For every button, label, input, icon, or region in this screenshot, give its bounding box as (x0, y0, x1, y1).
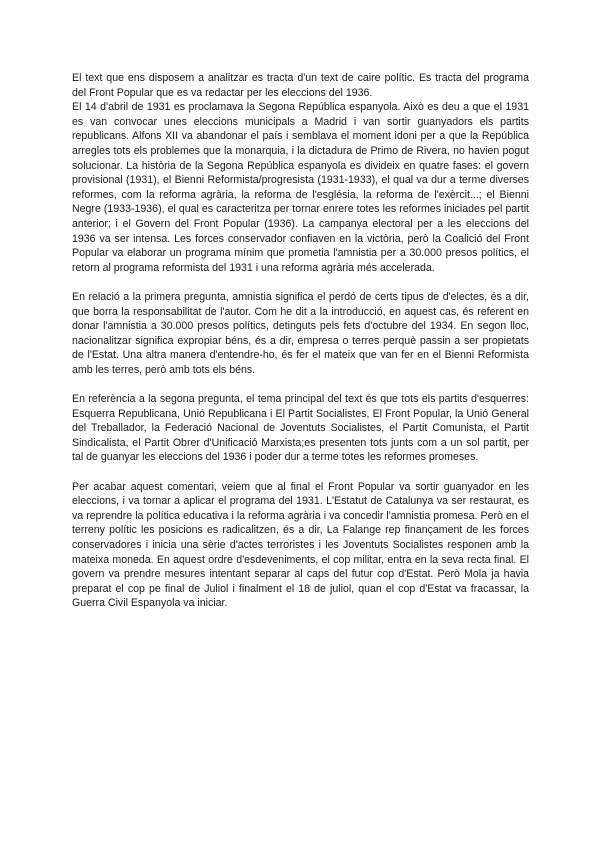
document-body (72, 71, 529, 611)
paragraph-question-two: En referència a la segona pregunta, el tema principal del text és que tots els partits d'esquerres: Esquerra Republicana, Unió Republicana i El Partit Socialistes, El Front Popular, la Unió General del Treballador, la Federació Nacional de Joventuts Socialistes, el Partit Comunista, el Partit Sindicalista, el Partit Obrer d'Unificació Marxista;es presenten tots junts com a un sol partit, per tal de guanyar les eleccions del 1936 i poder dur a terme totes les reformes promeses. (72, 393, 529, 464)
paragraph-context: El 14 d'abril de 1931 es proclamava la Segona República espanyola. Això es deu a que el 1931 es van convocar unes eleccions municipals a Madrid i van sortir guanyadors els partits republicans. Alfons XII va abandonar el país i semblava el moment idoni per a que la República arregles tots els problemes que la monarquia, i la dictadura de Primo de Rivera, no havien pogut solucionar. La història de la Segona República espanyola es divideix en quatre fases: el govern provisional (1931), el Bienni Reformista/progresista (1931-1933), el qual va dur a terme diverses reformes, com la reforma agrària, la reforma de l'església, la reforma de l'exèrcit...; el Bienni Negre (1933-1936), el qual es caracteritza per tornar enrere totes les reformes iniciades pel partit anterior; i el Govern del Front Popular (1936). La campanya electoral per a les eleccions del 1936 va ser intensa. Les forces conservador confiaven en la victòria, però la Coalició del Front Popular va elaborar un programa mínim que prometia l'amnistia per a 30.000 presos polítics, el retorn al programa reformista del 1931 i una reforma agrària més accelerada. (72, 101, 529, 274)
paragraph-intro: El text que ens disposem a analitzar es tracta d'un text de caire polític. Es tracta del programa del Front Popular que es va redactar per les eleccions del 1936. (72, 72, 529, 99)
paragraph-question-one: En relació a la primera pregunta, amnistia significa el perdó de certs tipus de d'electes, és a dir, que borra la responsabilitat de l'autor. Com he dit a la introducció, en aquest cas, és referent en donar l'amnistia a 30.000 presos polítics, detinguts pels fets d'octubre del 1934. En segon lloc, nacionalitzar significa expropiar béns, és a dir, empresa o terres perquè passin a ser propietats de l'Estat. Una altra manera d'entendre-ho, és fer el mateix que van fer en el Bienni Reformista amb les terres, però amb tots els béns. (72, 290, 529, 376)
paragraph-conclusion: Per acabar aquest comentari, veiem que al final el Front Popular va sortir guanyador en les eleccions, i va tornar a aplicar el programa del 1931. L'Estatut de Catalunya va ser restaurat, es va reprendre la política educativa i la reforma agrària i va concedir l'amnistia promesa. Però en el terreny polític les posicions es radicalitzen, és a dir, La Falange rep finançament de les forces conservadores i inicia una sèrie d'actes terroristes i les Joventuts Socialistes responen amb la mateixa moneda. En aquest ordre d'esdeveniments, el cop militar, entra en la seva recta final. El govern va prendre mesures intentant separar al caps del futur cop d'Estat. Però Mola ja havia preparat el cop pe final de Juliol i finalment el 18 de juliol, quan el cop d'Estat va fracassar, la Guerra Civil Espanyola va iniciar. (72, 480, 529, 610)
